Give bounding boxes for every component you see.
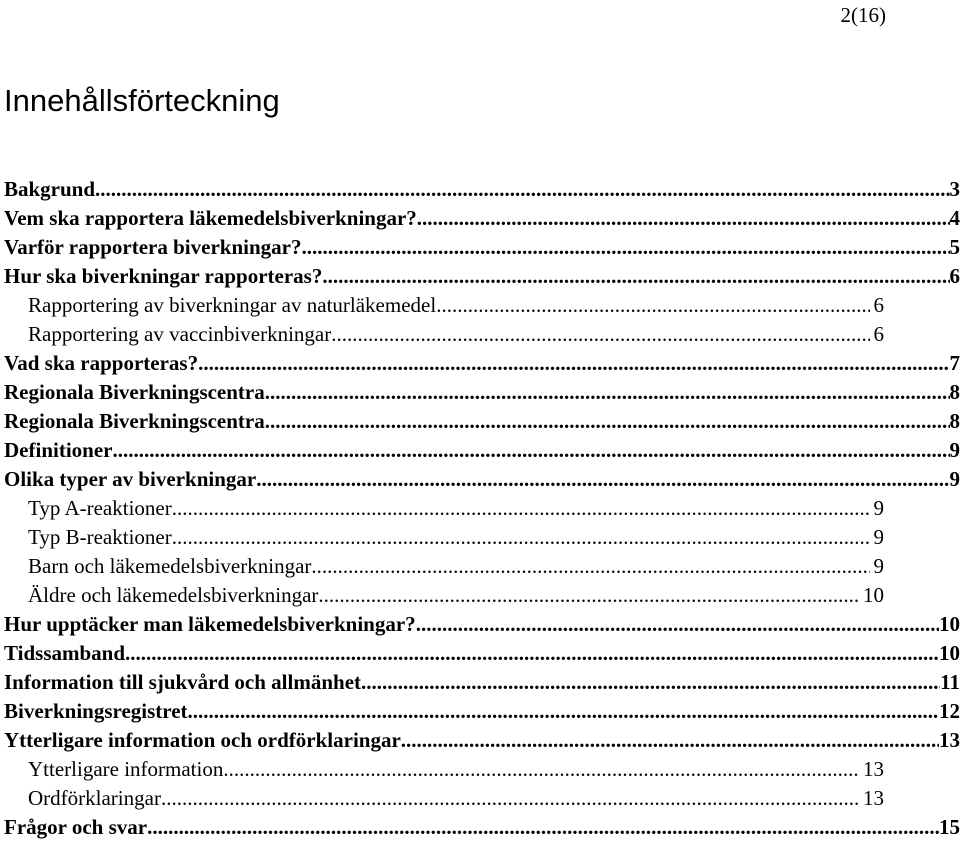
dot-leader (147, 813, 939, 842)
dot-leader (436, 291, 869, 320)
dot-leader (311, 552, 869, 581)
dot-leader (301, 233, 949, 262)
toc-entry[interactable] (0, 349, 960, 378)
toc-entry-title: Vad ska rapporteras? (4, 351, 199, 375)
toc-entry-title: Barn och läkemedelsbiverkningar (28, 554, 312, 578)
toc-entry-page-number: 13 (939, 728, 960, 752)
toc-entry-page-number: 7 (949, 351, 960, 375)
toc-entry-title: Frågor och svar (4, 815, 148, 839)
toc-entry-page-number: 4 (949, 206, 960, 230)
toc-entry-page-number: 8 (949, 409, 960, 433)
toc-subentry[interactable] (0, 581, 884, 610)
toc-entry[interactable] (0, 610, 960, 639)
toc-entry[interactable] (0, 668, 960, 697)
toc-entry[interactable] (0, 175, 960, 204)
toc-entry-page-number: 9 (873, 554, 884, 578)
dot-leader (417, 204, 950, 233)
toc-entry[interactable] (0, 436, 960, 465)
toc-entry-page-number: 10 (939, 612, 960, 636)
toc-entry-page-number: 9 (873, 525, 884, 549)
toc-entry-page-number: 9 (949, 438, 960, 462)
toc-entry[interactable] (0, 726, 960, 755)
toc-entry-page-number: 12 (939, 699, 960, 723)
toc-entry-title: Varför rapportera biverkningar? (4, 235, 302, 259)
toc-entry-title: Information till sjukvård och allmänhet (4, 670, 362, 694)
dot-leader (198, 349, 949, 378)
toc-entry-page-number: 11 (940, 670, 960, 694)
toc-subentry[interactable] (0, 291, 884, 320)
toc-entry-title: Hur upptäcker man läkemedelsbiverkningar? (4, 612, 416, 636)
dot-leader (161, 784, 859, 813)
toc-entry[interactable] (0, 697, 960, 726)
toc-entry[interactable] (0, 378, 960, 407)
toc-entry[interactable] (0, 813, 960, 842)
toc-entry-page-number: 13 (863, 757, 884, 781)
dot-leader (223, 755, 859, 784)
toc-subentry[interactable] (0, 552, 884, 581)
toc-entry-title: Hur ska biverkningar rapporteras? (4, 264, 323, 288)
toc-entry[interactable] (0, 233, 960, 262)
dot-leader (265, 378, 950, 407)
toc-entry-page-number: 5 (949, 235, 960, 259)
dot-leader (188, 697, 939, 726)
page-title: Innehållsförteckning (4, 83, 280, 118)
page-number: 2(16) (840, 3, 886, 27)
dot-leader (125, 639, 939, 668)
toc-entry-page-number: 10 (939, 641, 960, 665)
dot-leader (401, 726, 939, 755)
dot-leader (95, 175, 949, 204)
toc-subentry[interactable] (0, 755, 884, 784)
dot-leader (361, 668, 940, 697)
toc-entry-page-number: 9 (873, 496, 884, 520)
toc-entry-title: Regionala Biverkningscentra (4, 409, 265, 433)
toc-entry-title: Rapportering av vaccinbiverkningar (28, 322, 332, 346)
toc-entry-title: Definitioner (4, 438, 113, 462)
toc-entry-title: Tidssamband (4, 641, 126, 665)
dot-leader (256, 465, 949, 494)
toc-entry-page-number: 8 (949, 380, 960, 404)
toc-entry[interactable] (0, 465, 960, 494)
toc-entry-page-number: 15 (939, 815, 960, 839)
dot-leader (416, 610, 939, 639)
toc-entry-title: Ytterligare information (28, 757, 224, 781)
toc-entry-title: Ordförklaringar (28, 786, 161, 810)
toc-entry-title: Vem ska rapportera läkemedelsbiverkningar? (4, 206, 417, 230)
toc-entry-title: Biverkningsregistret (4, 699, 188, 723)
toc-entry-page-number: 10 (863, 583, 884, 607)
toc-subentry[interactable] (0, 320, 884, 349)
toc-entry[interactable] (0, 639, 960, 668)
toc-entry-page-number: 6 (873, 293, 884, 317)
toc-entry-title: Rapportering av biverkningar av naturläkemedel (28, 293, 437, 317)
toc-entry-page-number: 3 (949, 177, 960, 201)
toc-entry-page-number: 6 (949, 264, 960, 288)
toc-entry[interactable] (0, 407, 960, 436)
toc-entry-title: Regionala Biverkningscentra (4, 380, 265, 404)
dot-leader (322, 262, 949, 291)
toc-entry-page-number: 9 (949, 467, 960, 491)
toc-entry-page-number: 13 (863, 786, 884, 810)
toc-entry-title: Bakgrund (4, 177, 96, 201)
toc-entry-title: Äldre och läkemedelsbiverkningar (28, 583, 319, 607)
dot-leader (265, 407, 950, 436)
toc-entry[interactable] (0, 262, 960, 291)
toc-entry-title: Typ B-reaktioner (28, 525, 172, 549)
dot-leader (318, 581, 859, 610)
toc-subentry[interactable] (0, 784, 884, 813)
dot-leader (112, 436, 949, 465)
dot-leader (331, 320, 869, 349)
toc-entry-title: Typ A-reaktioner (28, 496, 172, 520)
dot-leader (172, 494, 870, 523)
toc-subentry[interactable] (0, 523, 884, 552)
toc-entry-page-number: 6 (873, 322, 884, 346)
toc-entry-title: Olika typer av biverkningar (4, 467, 257, 491)
table-of-contents (0, 175, 960, 842)
dot-leader (172, 523, 870, 552)
toc-subentry[interactable] (0, 494, 884, 523)
toc-entry-title: Ytterligare information och ordförklaringar (4, 728, 401, 752)
toc-entry[interactable] (0, 204, 960, 233)
